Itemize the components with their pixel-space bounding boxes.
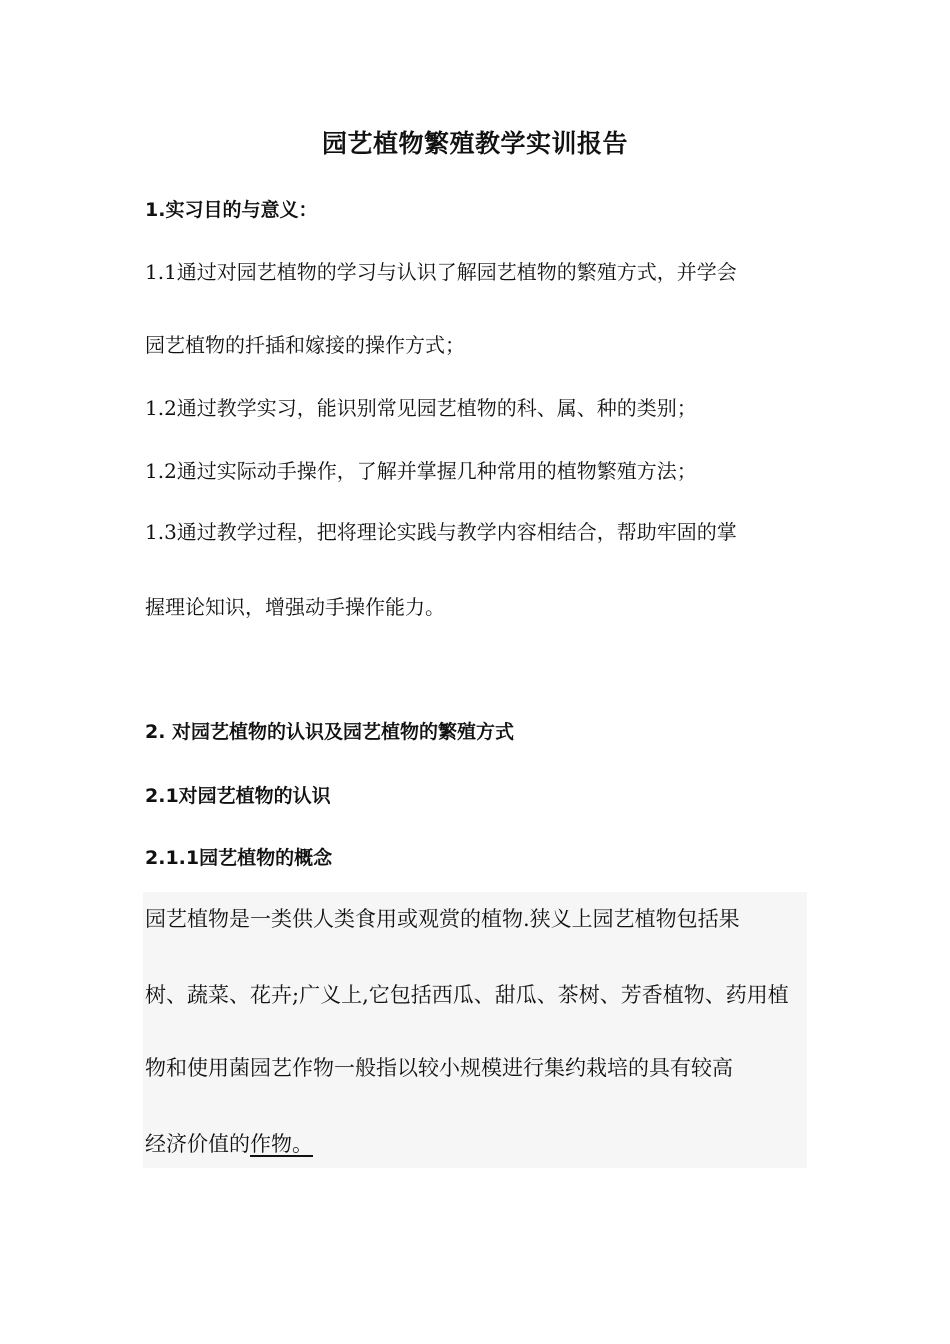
- concept-line-1: 园艺植物是一类供人类食用或观赏的植物.狭义上园艺植物包括果: [145, 907, 740, 931]
- section-1-heading: 1.实习目的与意义：: [145, 199, 318, 221]
- section-1-line-5: 1.3通过教学过程，把将理论实践与教学内容相结合，帮助牢固的掌: [145, 520, 737, 544]
- concept-line-3: 物和使用菌园艺作物一般指以较小规模进行集约栽培的具有较高: [145, 1056, 733, 1080]
- concept-line-4-text: 经济价值的: [145, 1132, 250, 1156]
- concept-line-4: [145, 1128, 313, 1160]
- section-2-1-1-heading: 2.1.1园艺植物的概念: [145, 847, 333, 869]
- concept-line-4-underlined: 作物。: [250, 1132, 313, 1156]
- section-1-line-3: 1.2通过教学实习，能识别常见园艺植物的科、属、种的类别；: [145, 396, 697, 420]
- section-1-line-4: 1.2通过实际动手操作，了解并掌握几种常用的植物繁殖方法；: [145, 459, 697, 483]
- concept-paragraph: [143, 892, 807, 1168]
- section-1-line-1: 1.1通过对园艺植物的学习与认识了解园艺植物的繁殖方式，并学会: [145, 260, 737, 284]
- concept-line-2: 树、蔬菜、花卉;广义上,它包括西瓜、甜瓜、茶树、芳香植物、药用植: [145, 983, 789, 1007]
- section-1-line-6: 握理论知识，增强动手操作能力。: [145, 595, 445, 619]
- section-1-line-2: 园艺植物的扦插和嫁接的操作方式；: [145, 333, 465, 357]
- section-2-heading: 2. 对园艺植物的认识及园艺植物的繁殖方式: [145, 721, 515, 743]
- section-2-1-heading: 2.1对园艺植物的认识: [145, 785, 331, 807]
- document-title: 园艺植物繁殖教学实训报告: [321, 129, 628, 158]
